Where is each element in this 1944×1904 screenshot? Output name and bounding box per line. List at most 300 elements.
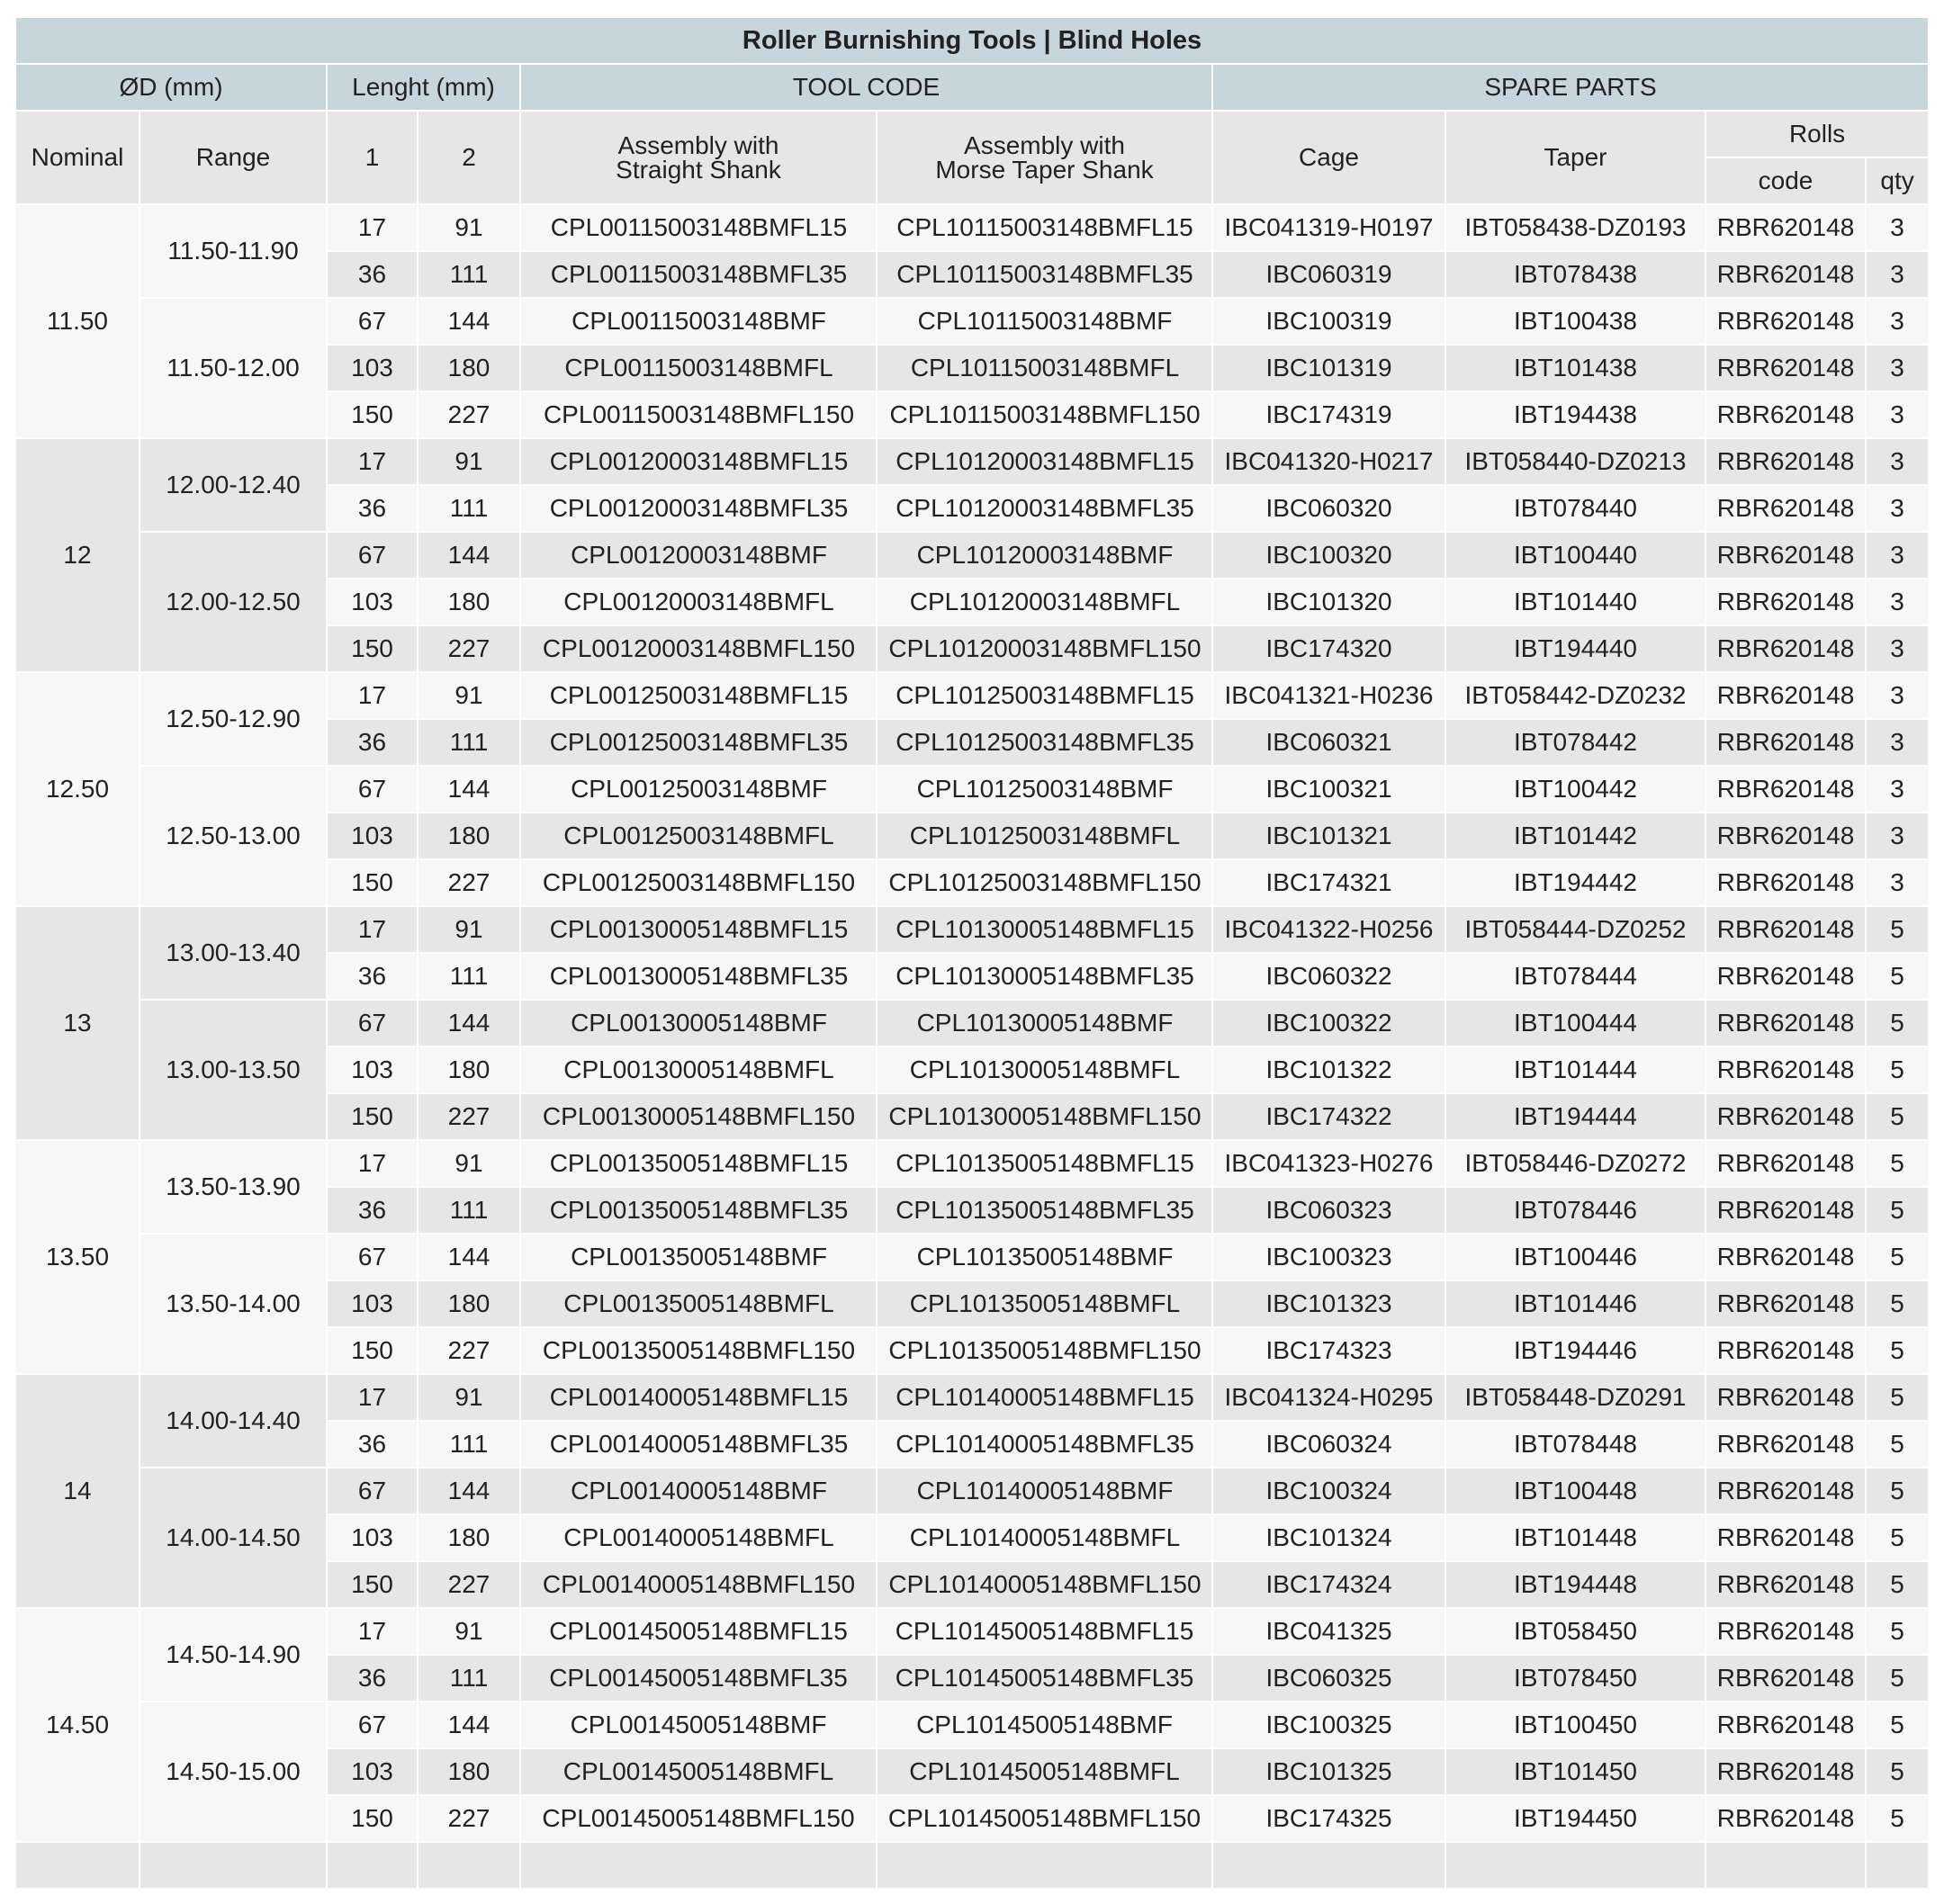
- length-2-cell: 227: [418, 1328, 521, 1375]
- footer-empty-cell: [16, 1843, 140, 1890]
- header-diameter: ØD (mm): [16, 65, 328, 112]
- footer-empty-cell: [1446, 1843, 1706, 1890]
- taper-code-cell: IBT100446: [1446, 1235, 1706, 1281]
- rolls-qty-cell: 3: [1867, 813, 1928, 860]
- header-length-2: 2: [418, 112, 521, 205]
- footer-empty-cell: [1867, 1843, 1928, 1890]
- length-2-cell: 91: [418, 907, 521, 954]
- taper-code-cell: IBT100450: [1446, 1702, 1706, 1749]
- rolls-qty-cell: 3: [1867, 720, 1928, 767]
- straight-shank-code-cell: CPL00115003148BMFL: [521, 346, 878, 392]
- cage-code-cell: IBC041325: [1213, 1609, 1446, 1656]
- table-body: [16, 205, 1928, 1890]
- taper-code-cell: IBT100448: [1446, 1468, 1706, 1515]
- straight-shank-code-cell: CPL00140005148BMFL150: [521, 1562, 878, 1609]
- straight-shank-code-cell: CPL00120003148BMF: [521, 533, 878, 579]
- length-2-cell: 227: [418, 1796, 521, 1843]
- morse-taper-code-cell: CPL10115003148BMF: [878, 299, 1213, 346]
- cage-code-cell: IBC100319: [1213, 299, 1446, 346]
- morse-taper-code-cell: CPL10125003148BMFL15: [878, 673, 1213, 720]
- header-morse-taper-line1: Assembly with: [964, 131, 1125, 159]
- table-row: [16, 1702, 1928, 1749]
- table-row: [16, 1141, 1928, 1188]
- length-2-cell: 227: [418, 1562, 521, 1609]
- cage-code-cell: IBC174320: [1213, 626, 1446, 673]
- morse-taper-code-cell: CPL10130005148BMF: [878, 1001, 1213, 1047]
- header-cage: Cage: [1213, 112, 1446, 205]
- cage-code-cell: IBC060325: [1213, 1656, 1446, 1702]
- range-cell: 13.50-13.90: [140, 1141, 328, 1235]
- straight-shank-code-cell: CPL00130005148BMF: [521, 1001, 878, 1047]
- length-2-cell: 111: [418, 1188, 521, 1235]
- taper-code-cell: IBT078440: [1446, 486, 1706, 533]
- cage-code-cell: IBC174324: [1213, 1562, 1446, 1609]
- range-cell: 12.50-12.90: [140, 673, 328, 767]
- rolls-code-cell: RBR620148: [1706, 1001, 1867, 1047]
- spec-table-container: [16, 18, 1928, 1890]
- morse-taper-code-cell: CPL10130005148BMFL150: [878, 1094, 1213, 1141]
- length-1-cell: 150: [328, 626, 418, 673]
- morse-taper-code-cell: CPL10140005148BMFL15: [878, 1375, 1213, 1422]
- length-1-cell: 103: [328, 1749, 418, 1796]
- header-straight-shank-line2: Straight Shank: [616, 156, 781, 184]
- length-1-cell: 103: [328, 813, 418, 860]
- taper-code-cell: IBT194448: [1446, 1562, 1706, 1609]
- rolls-code-cell: RBR620148: [1706, 1141, 1867, 1188]
- rolls-qty-cell: 5: [1867, 1375, 1928, 1422]
- range-cell: 13.00-13.40: [140, 907, 328, 1001]
- length-1-cell: 103: [328, 1281, 418, 1328]
- range-cell: 11.50-11.90: [140, 205, 328, 299]
- morse-taper-code-cell: CPL10120003148BMFL15: [878, 439, 1213, 486]
- taper-code-cell: IBT058444-DZ0252: [1446, 907, 1706, 954]
- straight-shank-code-cell: CPL00125003148BMFL15: [521, 673, 878, 720]
- rolls-code-cell: RBR620148: [1706, 907, 1867, 954]
- range-cell: 14.50-15.00: [140, 1702, 328, 1843]
- length-1-cell: 150: [328, 1562, 418, 1609]
- rolls-code-cell: RBR620148: [1706, 720, 1867, 767]
- length-2-cell: 111: [418, 1422, 521, 1468]
- morse-taper-code-cell: CPL10145005148BMFL150: [878, 1796, 1213, 1843]
- nominal-cell: 12: [16, 439, 140, 673]
- length-2-cell: 144: [418, 1235, 521, 1281]
- rolls-qty-cell: 5: [1867, 1656, 1928, 1702]
- length-1-cell: 36: [328, 1656, 418, 1702]
- range-cell: 12.00-12.40: [140, 439, 328, 533]
- straight-shank-code-cell: CPL00145005148BMFL35: [521, 1656, 878, 1702]
- straight-shank-code-cell: CPL00145005148BMFL: [521, 1749, 878, 1796]
- rolls-qty-cell: 3: [1867, 439, 1928, 486]
- cage-code-cell: IBC101322: [1213, 1047, 1446, 1094]
- straight-shank-code-cell: CPL00130005148BMFL150: [521, 1094, 878, 1141]
- cage-code-cell: IBC174322: [1213, 1094, 1446, 1141]
- rolls-code-cell: RBR620148: [1706, 439, 1867, 486]
- table-footer-row: [16, 1843, 1928, 1890]
- morse-taper-code-cell: CPL10145005148BMFL35: [878, 1656, 1213, 1702]
- length-2-cell: 180: [418, 1281, 521, 1328]
- rolls-qty-cell: 3: [1867, 626, 1928, 673]
- header-nominal: Nominal: [16, 112, 140, 205]
- length-1-cell: 36: [328, 486, 418, 533]
- cage-code-cell: IBC060321: [1213, 720, 1446, 767]
- cage-code-cell: IBC100323: [1213, 1235, 1446, 1281]
- taper-code-cell: IBT100444: [1446, 1001, 1706, 1047]
- length-1-cell: 150: [328, 860, 418, 907]
- range-cell: 11.50-12.00: [140, 299, 328, 439]
- length-1-cell: 36: [328, 954, 418, 1001]
- table-row: [16, 1001, 1928, 1047]
- taper-code-cell: IBT078442: [1446, 720, 1706, 767]
- length-1-cell: 17: [328, 1375, 418, 1422]
- cage-code-cell: IBC101321: [1213, 813, 1446, 860]
- rolls-code-cell: RBR620148: [1706, 1656, 1867, 1702]
- rolls-qty-cell: 5: [1867, 1141, 1928, 1188]
- morse-taper-code-cell: CPL10125003148BMFL: [878, 813, 1213, 860]
- range-cell: 14.00-14.40: [140, 1375, 328, 1468]
- cage-code-cell: IBC174325: [1213, 1796, 1446, 1843]
- length-2-cell: 91: [418, 1375, 521, 1422]
- rolls-code-cell: RBR620148: [1706, 533, 1867, 579]
- straight-shank-code-cell: CPL00120003148BMFL15: [521, 439, 878, 486]
- morse-taper-code-cell: CPL10115003148BMFL35: [878, 252, 1213, 299]
- morse-taper-code-cell: CPL10125003148BMFL35: [878, 720, 1213, 767]
- rolls-qty-cell: 5: [1867, 1702, 1928, 1749]
- taper-code-cell: IBT058446-DZ0272: [1446, 1141, 1706, 1188]
- cage-code-cell: IBC101324: [1213, 1515, 1446, 1562]
- rolls-code-cell: RBR620148: [1706, 346, 1867, 392]
- rolls-code-cell: RBR620148: [1706, 673, 1867, 720]
- nominal-cell: 13: [16, 907, 140, 1141]
- length-1-cell: 103: [328, 1515, 418, 1562]
- taper-code-cell: IBT194440: [1446, 626, 1706, 673]
- rolls-qty-cell: 5: [1867, 1047, 1928, 1094]
- morse-taper-code-cell: CPL10120003148BMFL35: [878, 486, 1213, 533]
- cage-code-cell: IBC100320: [1213, 533, 1446, 579]
- rolls-code-cell: RBR620148: [1706, 1235, 1867, 1281]
- length-2-cell: 180: [418, 579, 521, 626]
- rolls-code-cell: RBR620148: [1706, 252, 1867, 299]
- rolls-qty-cell: 3: [1867, 392, 1928, 439]
- straight-shank-code-cell: CPL00115003148BMFL15: [521, 205, 878, 252]
- rolls-code-cell: RBR620148: [1706, 486, 1867, 533]
- taper-code-cell: IBT058438-DZ0193: [1446, 205, 1706, 252]
- rolls-qty-cell: 3: [1867, 673, 1928, 720]
- length-1-cell: 36: [328, 252, 418, 299]
- taper-code-cell: IBT101444: [1446, 1047, 1706, 1094]
- footer-empty-cell: [1706, 1843, 1867, 1890]
- length-1-cell: 67: [328, 533, 418, 579]
- header-spare-parts: SPARE PARTS: [1213, 65, 1928, 112]
- rolls-qty-cell: 5: [1867, 1468, 1928, 1515]
- length-2-cell: 180: [418, 813, 521, 860]
- rolls-code-cell: RBR620148: [1706, 767, 1867, 813]
- morse-taper-code-cell: CPL10125003148BMFL150: [878, 860, 1213, 907]
- rolls-qty-cell: 3: [1867, 205, 1928, 252]
- morse-taper-code-cell: CPL10135005148BMFL: [878, 1281, 1213, 1328]
- taper-code-cell: IBT194442: [1446, 860, 1706, 907]
- header-morse-taper-shank: [878, 112, 1213, 205]
- table-row: [16, 1468, 1928, 1515]
- taper-code-cell: IBT058448-DZ0291: [1446, 1375, 1706, 1422]
- length-1-cell: 67: [328, 1235, 418, 1281]
- morse-taper-code-cell: CPL10130005148BMFL35: [878, 954, 1213, 1001]
- rolls-code-cell: RBR620148: [1706, 1328, 1867, 1375]
- range-cell: 13.50-14.00: [140, 1235, 328, 1375]
- length-1-cell: 17: [328, 439, 418, 486]
- straight-shank-code-cell: CPL00135005148BMFL150: [521, 1328, 878, 1375]
- straight-shank-code-cell: CPL00120003148BMFL: [521, 579, 878, 626]
- morse-taper-code-cell: CPL10140005148BMFL150: [878, 1562, 1213, 1609]
- straight-shank-code-cell: CPL00135005148BMFL15: [521, 1141, 878, 1188]
- length-2-cell: 91: [418, 439, 521, 486]
- straight-shank-code-cell: CPL00135005148BMF: [521, 1235, 878, 1281]
- footer-empty-cell: [418, 1843, 521, 1890]
- straight-shank-code-cell: CPL00120003148BMFL35: [521, 486, 878, 533]
- morse-taper-code-cell: CPL10145005148BMFL15: [878, 1609, 1213, 1656]
- nominal-cell: 14.50: [16, 1609, 140, 1843]
- rolls-code-cell: RBR620148: [1706, 1422, 1867, 1468]
- cage-code-cell: IBC101320: [1213, 579, 1446, 626]
- cage-code-cell: IBC060319: [1213, 252, 1446, 299]
- nominal-cell: 13.50: [16, 1141, 140, 1375]
- rolls-qty-cell: 3: [1867, 579, 1928, 626]
- length-1-cell: 17: [328, 673, 418, 720]
- header-tool-code: TOOL CODE: [521, 65, 1213, 112]
- straight-shank-code-cell: CPL00130005148BMFL35: [521, 954, 878, 1001]
- cage-code-cell: IBC041321-H0236: [1213, 673, 1446, 720]
- rolls-qty-cell: 3: [1867, 346, 1928, 392]
- length-2-cell: 144: [418, 1001, 521, 1047]
- cage-code-cell: IBC174323: [1213, 1328, 1446, 1375]
- rolls-qty-cell: 5: [1867, 1094, 1928, 1141]
- rolls-code-cell: RBR620148: [1706, 1562, 1867, 1609]
- footer-empty-cell: [328, 1843, 418, 1890]
- rolls-code-cell: RBR620148: [1706, 626, 1867, 673]
- length-2-cell: 227: [418, 392, 521, 439]
- header-straight-shank-line1: Assembly with: [617, 131, 779, 159]
- taper-code-cell: IBT194438: [1446, 392, 1706, 439]
- rolls-qty-cell: 3: [1867, 533, 1928, 579]
- straight-shank-code-cell: CPL00140005148BMFL: [521, 1515, 878, 1562]
- length-2-cell: 180: [418, 346, 521, 392]
- length-1-cell: 67: [328, 299, 418, 346]
- taper-code-cell: IBT194444: [1446, 1094, 1706, 1141]
- range-cell: 14.50-14.90: [140, 1609, 328, 1702]
- length-2-cell: 144: [418, 533, 521, 579]
- taper-code-cell: IBT058442-DZ0232: [1446, 673, 1706, 720]
- header-morse-taper-line2: Morse Taper Shank: [935, 156, 1154, 184]
- straight-shank-code-cell: CPL00135005148BMFL35: [521, 1188, 878, 1235]
- length-1-cell: 67: [328, 767, 418, 813]
- rolls-code-cell: RBR620148: [1706, 1515, 1867, 1562]
- rolls-qty-cell: 5: [1867, 954, 1928, 1001]
- length-1-cell: 36: [328, 1422, 418, 1468]
- length-1-cell: 150: [328, 1328, 418, 1375]
- length-2-cell: 180: [418, 1749, 521, 1796]
- length-2-cell: 91: [418, 1609, 521, 1656]
- length-2-cell: 227: [418, 860, 521, 907]
- cage-code-cell: IBC174319: [1213, 392, 1446, 439]
- table-row: [16, 299, 1928, 346]
- rolls-qty-cell: 5: [1867, 1328, 1928, 1375]
- straight-shank-code-cell: CPL00115003148BMF: [521, 299, 878, 346]
- morse-taper-code-cell: CPL10115003148BMFL15: [878, 205, 1213, 252]
- table-row: [16, 205, 1928, 252]
- straight-shank-code-cell: CPL00135005148BMFL: [521, 1281, 878, 1328]
- straight-shank-code-cell: CPL00125003148BMFL150: [521, 860, 878, 907]
- taper-code-cell: IBT101440: [1446, 579, 1706, 626]
- taper-code-cell: IBT101438: [1446, 346, 1706, 392]
- rolls-code-cell: RBR620148: [1706, 1796, 1867, 1843]
- cage-code-cell: IBC041323-H0276: [1213, 1141, 1446, 1188]
- footer-empty-cell: [1213, 1843, 1446, 1890]
- length-2-cell: 111: [418, 954, 521, 1001]
- footer-empty-cell: [878, 1843, 1213, 1890]
- table-row: [16, 439, 1928, 486]
- length-1-cell: 103: [328, 346, 418, 392]
- header-range: Range: [140, 112, 328, 205]
- straight-shank-code-cell: CPL00145005148BMFL150: [521, 1796, 878, 1843]
- rolls-code-cell: RBR620148: [1706, 392, 1867, 439]
- header-length-1: 1: [328, 112, 418, 205]
- taper-code-cell: IBT058440-DZ0213: [1446, 439, 1706, 486]
- straight-shank-code-cell: CPL00115003148BMFL35: [521, 252, 878, 299]
- roller-burnishing-table: [16, 18, 1928, 1890]
- taper-code-cell: IBT101446: [1446, 1281, 1706, 1328]
- straight-shank-code-cell: CPL00125003148BMFL35: [521, 720, 878, 767]
- length-1-cell: 150: [328, 392, 418, 439]
- table-row: [16, 1235, 1928, 1281]
- length-1-cell: 103: [328, 1047, 418, 1094]
- rolls-code-cell: RBR620148: [1706, 813, 1867, 860]
- rolls-code-cell: RBR620148: [1706, 860, 1867, 907]
- table-row: [16, 673, 1928, 720]
- rolls-qty-cell: 3: [1867, 860, 1928, 907]
- length-1-cell: 17: [328, 1141, 418, 1188]
- length-1-cell: 103: [328, 579, 418, 626]
- straight-shank-code-cell: CPL00130005148BMFL: [521, 1047, 878, 1094]
- length-1-cell: 36: [328, 720, 418, 767]
- rolls-code-cell: RBR620148: [1706, 1702, 1867, 1749]
- length-2-cell: 111: [418, 720, 521, 767]
- straight-shank-code-cell: CPL00115003148BMFL150: [521, 392, 878, 439]
- length-2-cell: 144: [418, 767, 521, 813]
- rolls-qty-cell: 5: [1867, 1562, 1928, 1609]
- length-1-cell: 17: [328, 907, 418, 954]
- length-2-cell: 144: [418, 1702, 521, 1749]
- rolls-code-cell: RBR620148: [1706, 1375, 1867, 1422]
- length-2-cell: 91: [418, 205, 521, 252]
- straight-shank-code-cell: CPL00130005148BMFL15: [521, 907, 878, 954]
- length-1-cell: 67: [328, 1001, 418, 1047]
- rolls-qty-cell: 3: [1867, 486, 1928, 533]
- length-2-cell: 111: [418, 252, 521, 299]
- nominal-cell: 12.50: [16, 673, 140, 907]
- rolls-code-cell: RBR620148: [1706, 205, 1867, 252]
- rolls-code-cell: RBR620148: [1706, 954, 1867, 1001]
- cage-code-cell: IBC060320: [1213, 486, 1446, 533]
- cage-code-cell: IBC100321: [1213, 767, 1446, 813]
- taper-code-cell: IBT101442: [1446, 813, 1706, 860]
- rolls-code-cell: RBR620148: [1706, 299, 1867, 346]
- cage-code-cell: IBC100324: [1213, 1468, 1446, 1515]
- taper-code-cell: IBT078446: [1446, 1188, 1706, 1235]
- straight-shank-code-cell: CPL00140005148BMF: [521, 1468, 878, 1515]
- rolls-qty-cell: 5: [1867, 1235, 1928, 1281]
- rolls-qty-cell: 5: [1867, 1609, 1928, 1656]
- length-2-cell: 144: [418, 299, 521, 346]
- rolls-qty-cell: 5: [1867, 907, 1928, 954]
- rolls-code-cell: RBR620148: [1706, 1188, 1867, 1235]
- straight-shank-code-cell: CPL00140005148BMFL15: [521, 1375, 878, 1422]
- rolls-qty-cell: 5: [1867, 1515, 1928, 1562]
- nominal-cell: 14: [16, 1375, 140, 1609]
- cage-code-cell: IBC100322: [1213, 1001, 1446, 1047]
- cage-code-cell: IBC041319-H0197: [1213, 205, 1446, 252]
- straight-shank-code-cell: CPL00140005148BMFL35: [521, 1422, 878, 1468]
- cage-code-cell: IBC060322: [1213, 954, 1446, 1001]
- length-2-cell: 227: [418, 626, 521, 673]
- rolls-qty-cell: 5: [1867, 1001, 1928, 1047]
- range-cell: 12.00-12.50: [140, 533, 328, 673]
- length-2-cell: 144: [418, 1468, 521, 1515]
- length-1-cell: 150: [328, 1796, 418, 1843]
- taper-code-cell: IBT100440: [1446, 533, 1706, 579]
- cage-code-cell: IBC060324: [1213, 1422, 1446, 1468]
- rolls-qty-cell: 5: [1867, 1422, 1928, 1468]
- length-1-cell: 17: [328, 1609, 418, 1656]
- header-rolls: Rolls: [1706, 112, 1928, 158]
- rolls-code-cell: RBR620148: [1706, 1468, 1867, 1515]
- footer-empty-cell: [521, 1843, 878, 1890]
- length-2-cell: 111: [418, 486, 521, 533]
- length-2-cell: 180: [418, 1515, 521, 1562]
- range-cell: 13.00-13.50: [140, 1001, 328, 1141]
- cage-code-cell: IBC041322-H0256: [1213, 907, 1446, 954]
- morse-taper-code-cell: CPL10120003148BMFL150: [878, 626, 1213, 673]
- taper-code-cell: IBT194450: [1446, 1796, 1706, 1843]
- morse-taper-code-cell: CPL10130005148BMFL15: [878, 907, 1213, 954]
- morse-taper-code-cell: CPL10145005148BMF: [878, 1702, 1213, 1749]
- morse-taper-code-cell: CPL10135005148BMFL150: [878, 1328, 1213, 1375]
- length-1-cell: 36: [328, 1188, 418, 1235]
- length-1-cell: 67: [328, 1468, 418, 1515]
- morse-taper-code-cell: CPL10115003148BMFL: [878, 346, 1213, 392]
- taper-code-cell: IBT058450: [1446, 1609, 1706, 1656]
- header-rolls-qty: qty: [1867, 158, 1928, 205]
- rolls-code-cell: RBR620148: [1706, 579, 1867, 626]
- rolls-code-cell: RBR620148: [1706, 1609, 1867, 1656]
- footer-empty-cell: [140, 1843, 328, 1890]
- morse-taper-code-cell: CPL10140005148BMF: [878, 1468, 1213, 1515]
- morse-taper-code-cell: CPL10140005148BMFL35: [878, 1422, 1213, 1468]
- cage-code-cell: IBC100325: [1213, 1702, 1446, 1749]
- length-2-cell: 91: [418, 1141, 521, 1188]
- cage-code-cell: IBC060323: [1213, 1188, 1446, 1235]
- header-length: Lenght (mm): [328, 65, 521, 112]
- rolls-qty-cell: 5: [1867, 1188, 1928, 1235]
- rolls-code-cell: RBR620148: [1706, 1281, 1867, 1328]
- morse-taper-code-cell: CPL10135005148BMFL35: [878, 1188, 1213, 1235]
- cage-code-cell: IBC101319: [1213, 346, 1446, 392]
- straight-shank-code-cell: CPL00145005148BMF: [521, 1702, 878, 1749]
- table-title: Roller Burnishing Tools | Blind Holes: [16, 18, 1928, 65]
- straight-shank-code-cell: CPL00145005148BMFL15: [521, 1609, 878, 1656]
- morse-taper-code-cell: CPL10140005148BMFL: [878, 1515, 1213, 1562]
- table-row: [16, 1375, 1928, 1422]
- range-cell: 12.50-13.00: [140, 767, 328, 907]
- length-2-cell: 180: [418, 1047, 521, 1094]
